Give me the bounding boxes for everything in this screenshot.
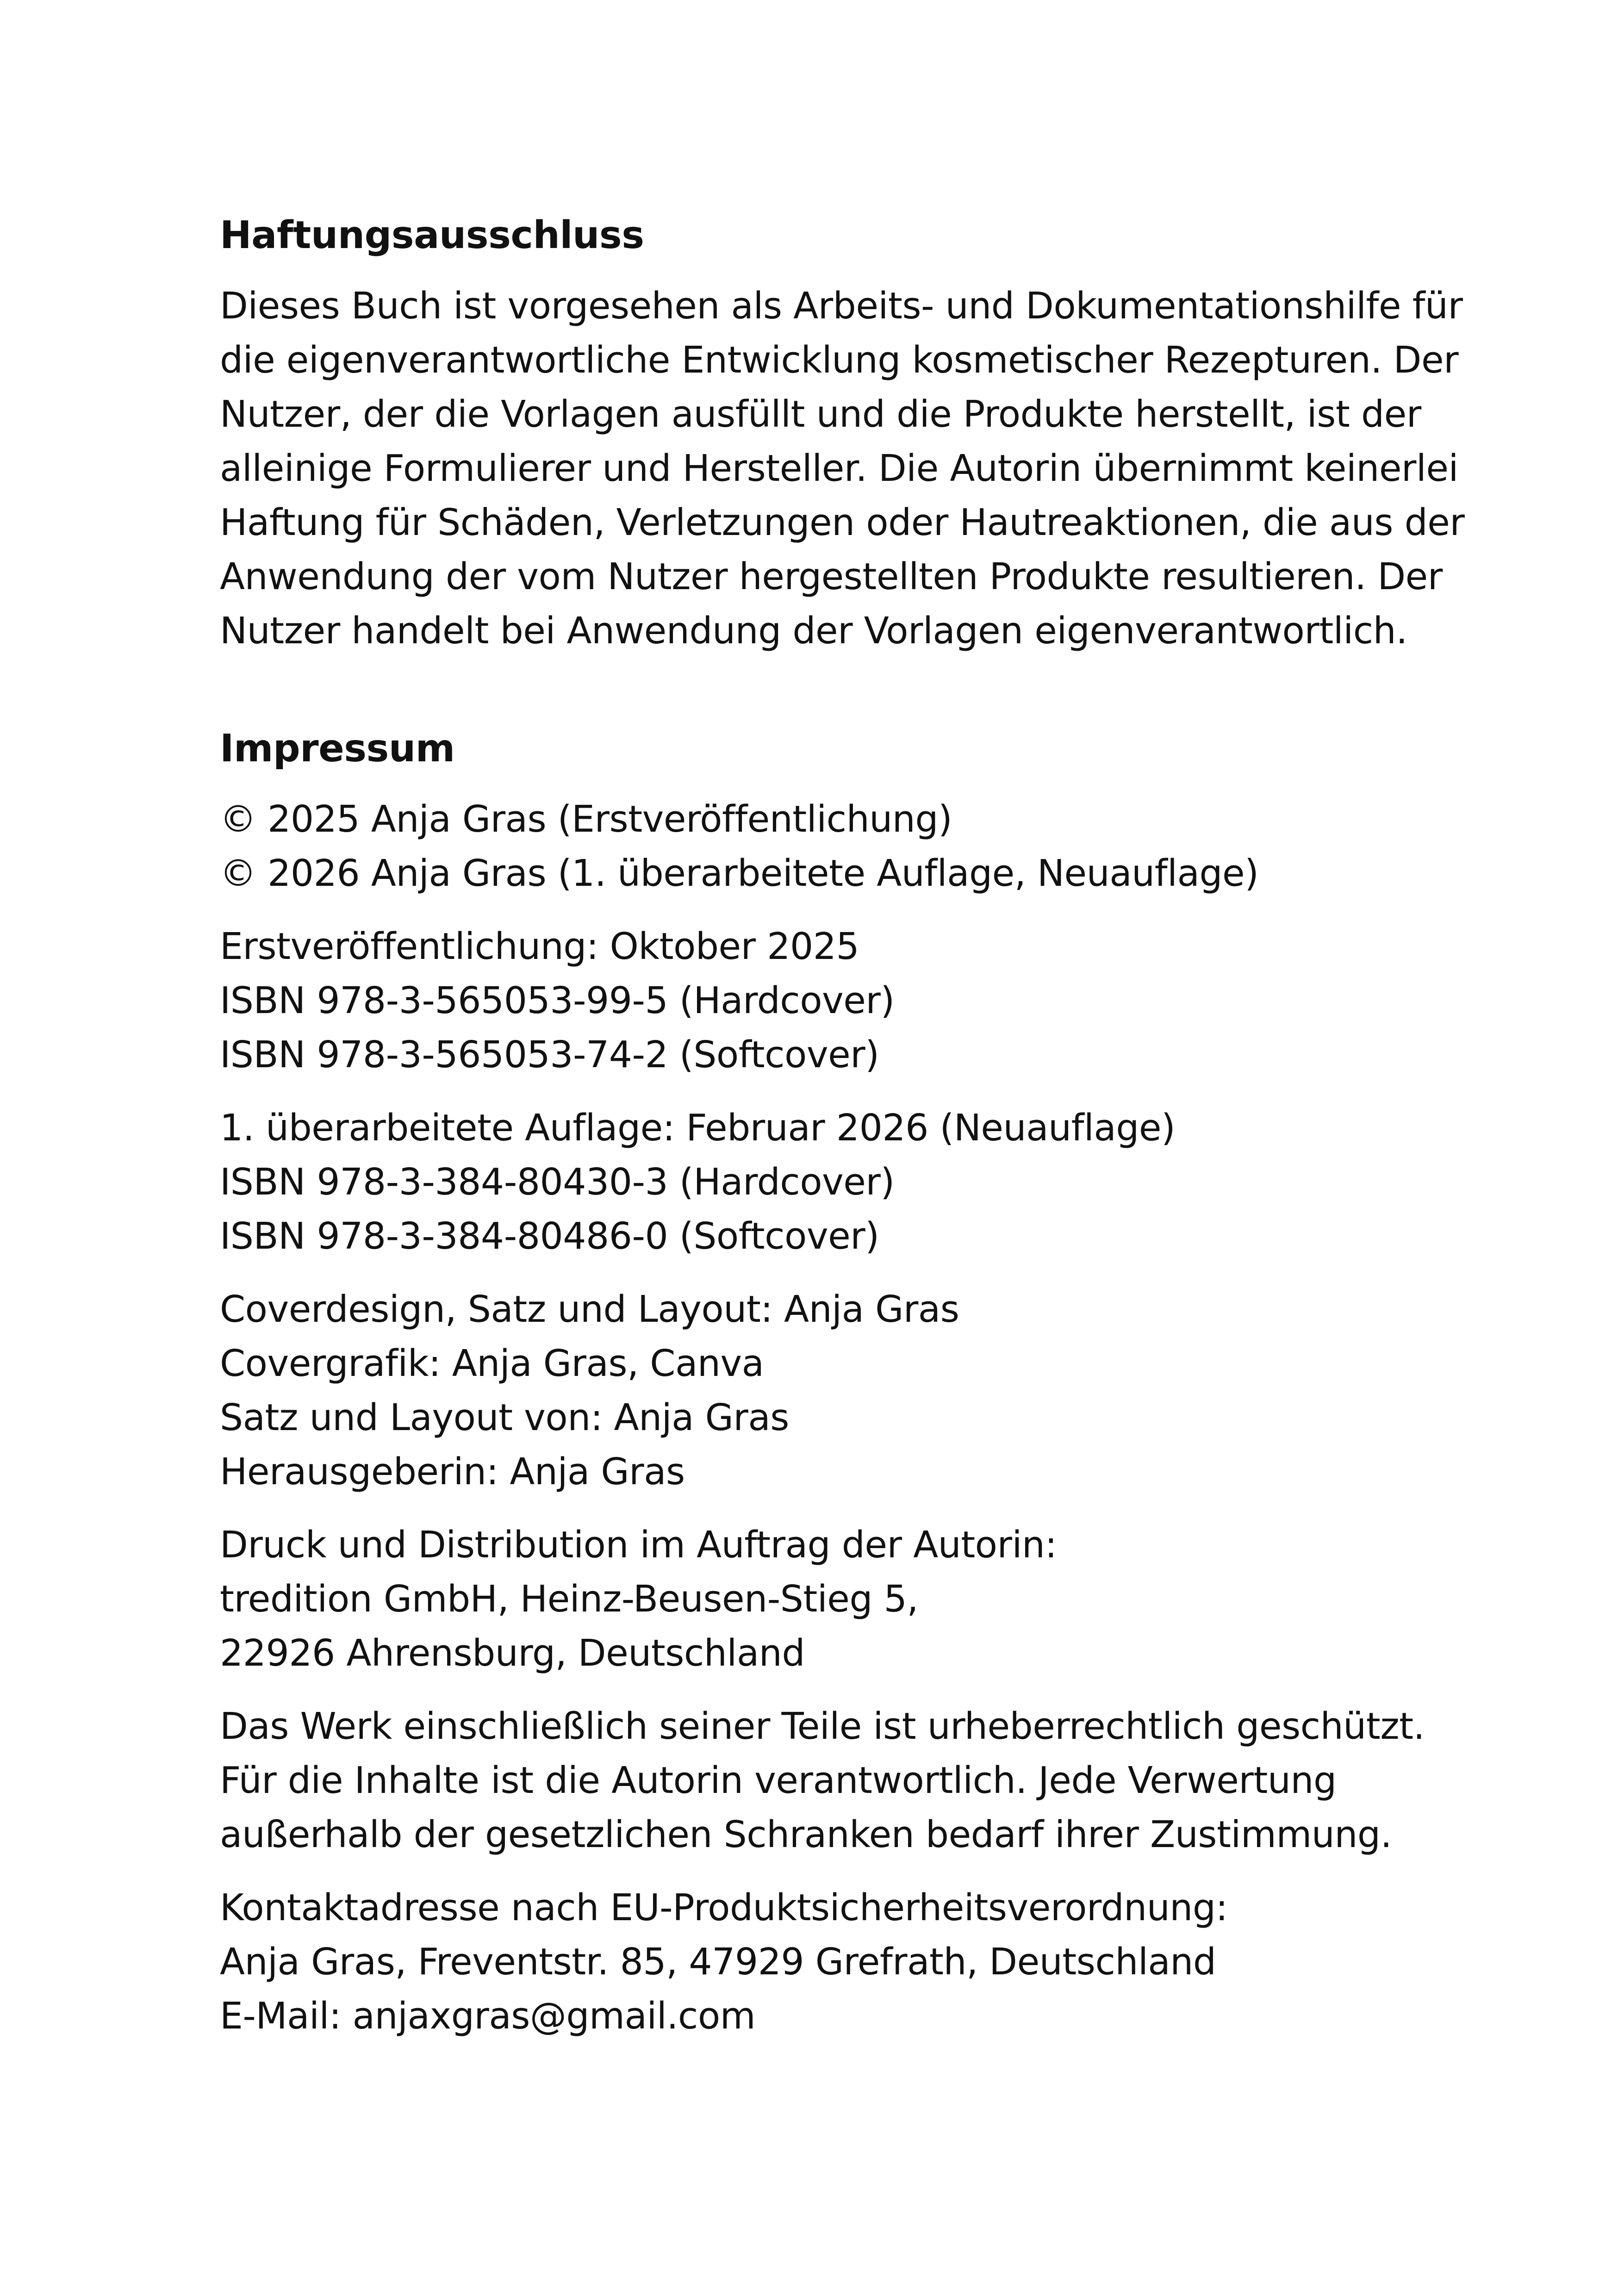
copyright-notice-line: außerhalb der gesetzlichen Schranken bedarf ihrer Zustimmung. — [220, 1813, 1392, 1856]
revised-edition-suffix: (Neuauflage) — [928, 1107, 1176, 1149]
document-page — [220, 208, 1465, 2043]
disclaimer-line: alleinige Formulierer und Hersteller. Die Autorin übernimmt keinerlei — [220, 447, 1458, 490]
contact-line: Anja Gras, Freventstr. 85, 47929 Grefrath, Deutschland — [220, 1941, 1216, 1983]
imprint-section — [220, 722, 1446, 2043]
contact-block — [220, 1881, 1446, 2043]
isbn-hardcover-revised: ISBN 978-3-384-80430-3 (Hardcover) — [220, 1161, 895, 1203]
contact-email: E-Mail: anjaxgras@gmail.com — [220, 1995, 756, 2037]
copyright-line: © 2026 Anja Gras (1. überarbeitete Auflage, Neuauflage) — [220, 852, 1259, 895]
disclaimer-line: Dieses Buch ist vorgesehen als Arbeits- und Dokumentationshilfe für — [220, 285, 1463, 327]
isbn-hardcover-first: ISBN 978-3-565053-99-5 (Hardcover) — [220, 979, 895, 1022]
isbn-softcover-first: ISBN 978-3-565053-74-2 (Softcover) — [220, 1033, 879, 1076]
copyright-notice-line: Für die Inhalte ist die Autorin verantwortlich. Jede Verwertung — [220, 1759, 1337, 1802]
credits-block — [220, 1282, 1446, 1499]
disclaimer-heading: Haftungsausschluss — [220, 213, 644, 257]
credit-line: Satz und Layout von: Anja Gras — [220, 1396, 789, 1439]
copyright-notice-block — [220, 1699, 1446, 1862]
revised-edition-prefix: 1. — [220, 1107, 266, 1149]
first-edition-label: Erstveröffentlichung: Oktober 2025 — [220, 925, 859, 968]
revised-edition-line — [220, 1101, 1446, 1155]
disclaimer-line: die eigenverantwortliche Entwicklung kosmetischer Rezepturen. Der — [220, 339, 1459, 381]
printing-line: 22926 Ahrensburg, Deutschland — [220, 1632, 805, 1674]
contact-line: Kontaktadresse nach EU-Produktsicherheitsverordnung: — [220, 1886, 1228, 1929]
printing-line: Druck und Distribution im Auftrag der Autorin: — [220, 1524, 1057, 1566]
printing-line: tredition GmbH, Heinz-Beusen-Stieg 5, — [220, 1578, 919, 1620]
copyright-line: © 2025 Anja Gras (Erstveröffentlichung) — [220, 798, 952, 840]
credit-line: Herausgeberin: Anja Gras — [220, 1450, 685, 1493]
revised-edition-label: überarbeitete Auflage: Februar 2026 — [266, 1107, 928, 1149]
printing-block — [220, 1518, 1446, 1680]
first-edition-block — [220, 920, 1446, 1082]
copyright-notice-line: Das Werk einschließlich seiner Teile ist urheberrechtlich geschützt. — [220, 1705, 1425, 1748]
copyright-lines — [220, 792, 1446, 901]
disclaimer-paragraph — [220, 279, 1465, 658]
imprint-heading: Impressum — [220, 727, 455, 771]
disclaimer-section — [220, 208, 1465, 658]
disclaimer-line: Nutzer, der die Vorlagen ausfüllt und die Produkte herstellt, ist der — [220, 393, 1421, 436]
disclaimer-line: Anwendung der vom Nutzer hergestellten Produkte resultieren. Der — [220, 555, 1443, 598]
disclaimer-line: Haftung für Schäden, Verletzungen oder Hautreaktionen, die aus der — [220, 501, 1465, 544]
credit-line: Covergrafik: Anja Gras, Canva — [220, 1342, 764, 1385]
isbn-softcover-revised: ISBN 978-3-384-80486-0 (Softcover) — [220, 1215, 879, 1257]
revised-edition-block — [220, 1101, 1446, 1263]
disclaimer-line: Nutzer handelt bei Anwendung der Vorlagen eigenverantwortlich. — [220, 610, 1407, 652]
credit-line: Coverdesign, Satz und Layout: Anja Gras — [220, 1288, 959, 1331]
